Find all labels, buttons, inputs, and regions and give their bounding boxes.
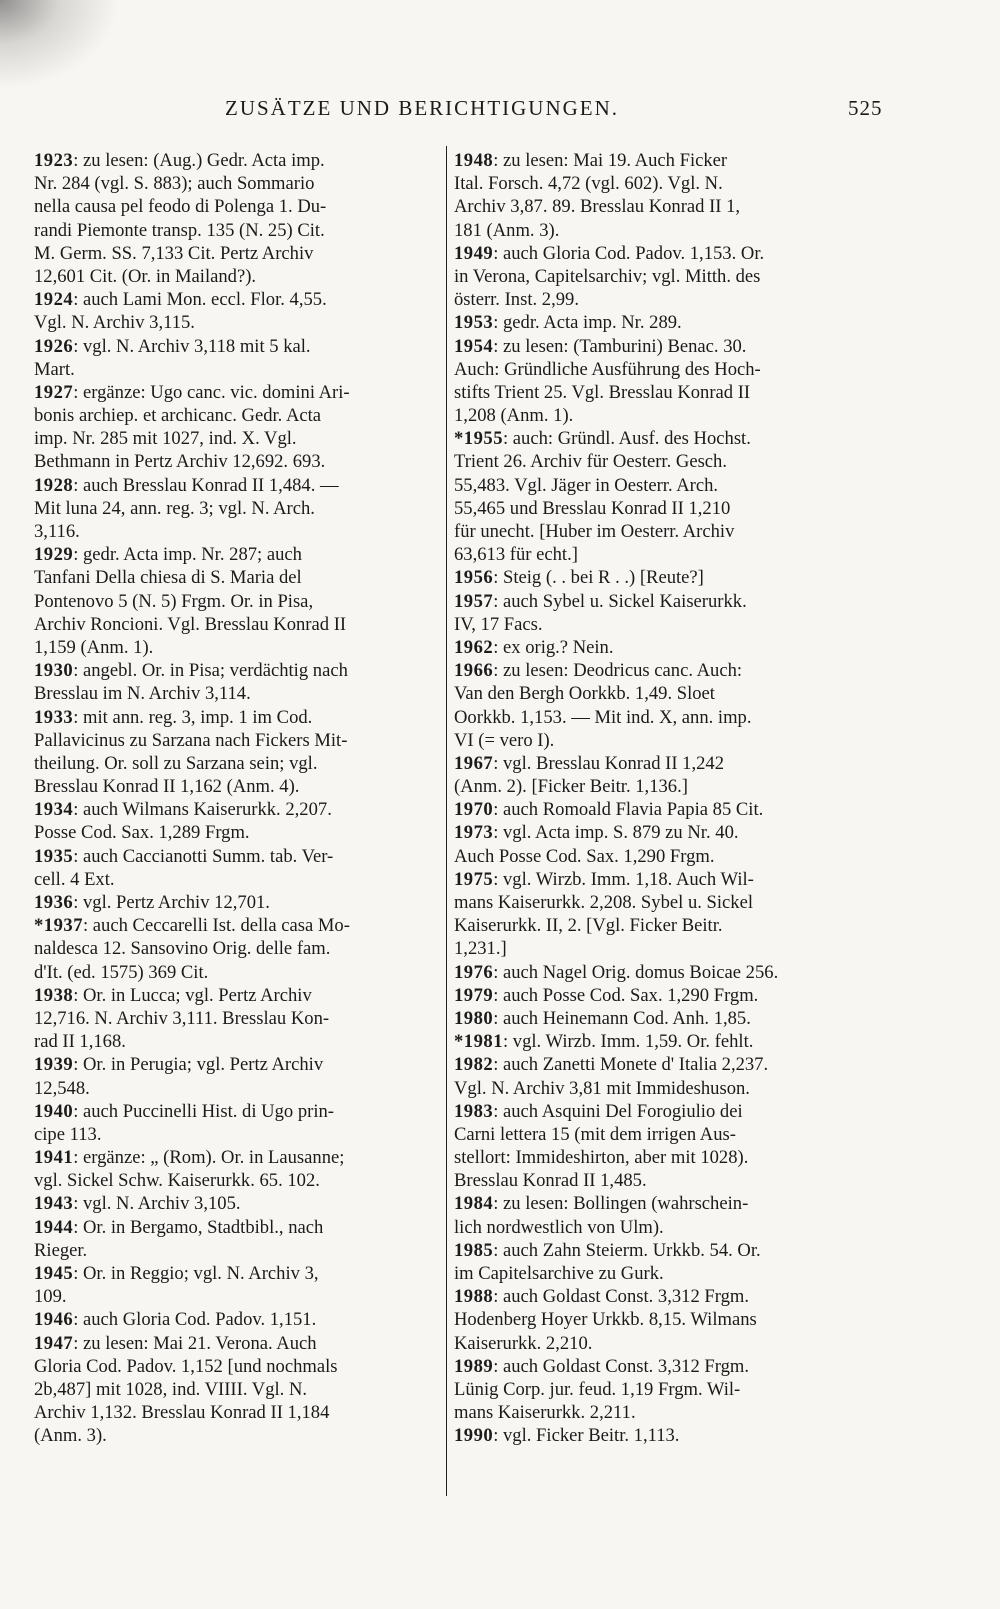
- text-line: Archiv 1,132. Bresslau Konrad II 1,184: [34, 1402, 330, 1424]
- entry-text: : zu lesen: Deodricus canc. Auch:: [493, 660, 743, 682]
- text-line: Posse Cod. Sax. 1,289 Frgm.: [34, 822, 250, 844]
- text-line: [34, 914, 444, 937]
- text-line: Nr. 284 (vgl. S. 883); auch Sommario: [34, 173, 315, 195]
- text-line: [454, 1239, 879, 1262]
- text-line: Mart.: [34, 358, 75, 380]
- text-line: theilung. Or. soll zu Sarzana sein; vgl.: [34, 752, 318, 774]
- entry-text: : ergänze: „ (Rom). Or. in Lausanne;: [73, 1147, 345, 1169]
- entry-number: 1953: [454, 312, 494, 334]
- page-number: 525: [848, 96, 883, 120]
- entry-number: 1939: [34, 1054, 74, 1076]
- entry-text: : Or. in Bergamo, Stadtbibl., nach: [73, 1216, 324, 1238]
- entry-text: : auch Romoald Flavia Papia 85 Cit.: [493, 799, 764, 821]
- text-line: lich nordwestlich von Ulm).: [454, 1216, 664, 1238]
- entry-text: : auch Zanetti Monete d' Italia 2,237.: [493, 1054, 769, 1076]
- text-line: Bresslau Konrad II 1,162 (Anm. 4).: [34, 776, 300, 798]
- text-line: [454, 311, 879, 334]
- text-line: Trient 26. Archiv für Oesterr. Gesch.: [454, 451, 728, 473]
- entry-number: 1938: [34, 984, 74, 1006]
- text-line: naldesca 12. Sansovino Orig. delle fam.: [34, 938, 331, 960]
- entry-number: 1973: [454, 822, 494, 844]
- text-line: 55,483. Vgl. Jäger in Oesterr. Arch.: [454, 474, 719, 496]
- entry-number: 1935: [34, 845, 74, 867]
- text-line: österr. Inst. 2,99.: [454, 289, 579, 311]
- entry-text: : vgl. N. Archiv 3,105.: [73, 1193, 241, 1215]
- entry-text: : auch Gloria Cod. Padov. 1,153. Or.: [493, 242, 765, 264]
- text-line: [34, 1053, 444, 1076]
- entry-text: : Or. in Perugia; vgl. Pertz Archiv: [73, 1054, 324, 1076]
- text-line: Hodenberg Hoyer Urkkb. 8,15. Wilmans: [454, 1309, 757, 1331]
- text-line: [454, 1355, 879, 1378]
- text-line: 3,116.: [34, 521, 80, 542]
- entry-number: 1933: [34, 706, 74, 728]
- text-line: 1,208 (Anm. 1).: [454, 405, 574, 427]
- text-line: VI (= vero I).: [454, 729, 555, 751]
- text-line: [34, 845, 444, 868]
- scan-corner-shadow: [0, 0, 120, 90]
- text-line: Vgl. N. Archiv 3,81 mit Immideshuson.: [454, 1077, 750, 1099]
- entry-text: : auch Puccinelli Hist. di Ugo prin-: [73, 1100, 334, 1122]
- entry-text: : auch Goldast Const. 3,312 Frgm.: [493, 1355, 750, 1377]
- text-line: [454, 149, 879, 172]
- text-line: 1,231.]: [454, 938, 507, 960]
- text-line: Auch: Gründliche Ausführung des Hoch-: [454, 358, 761, 380]
- text-line: stellort: Immideshirton, aber mit 1028).: [454, 1147, 749, 1169]
- text-line: Kaiserurkk. II, 2. [Vgl. Ficker Beitr.: [454, 915, 723, 937]
- running-head: ZUSÄTZE UND BERICHTIGUNGEN.: [225, 96, 620, 120]
- text-line: [34, 288, 444, 311]
- text-line: Oorkkb. 1,153. — Mit ind. X, ann. imp.: [454, 706, 752, 728]
- text-line: 55,465 und Bresslau Konrad II 1,210: [454, 497, 731, 519]
- text-line: [454, 1192, 879, 1215]
- right-column: [454, 149, 879, 1448]
- entry-text: : auch Goldast Const. 3,312 Frgm.: [493, 1286, 750, 1308]
- text-line: mans Kaiserurkk. 2,211.: [454, 1402, 636, 1424]
- text-line: Bethmann in Pertz Archiv 12,692. 693.: [34, 451, 326, 473]
- text-line: nella causa pel feodo di Polenga 1. Du-: [34, 196, 327, 218]
- entry-number: 1924: [34, 289, 74, 311]
- entry-text: : Steig (. . bei R . .) [Reute?]: [493, 567, 704, 589]
- text-line: [34, 1308, 444, 1331]
- text-line: Van den Bergh Oorkkb. 1,49. Sloet: [454, 683, 715, 705]
- text-line: Tanfani Della chiesa di S. Maria del: [34, 567, 302, 589]
- entry-text: : auch Ceccarelli Ist. della casa Mo-: [82, 915, 350, 937]
- text-line: im Capitelsarchive zu Gurk.: [454, 1263, 664, 1284]
- entry-text: : zu lesen: Mai 21. Verona. Auch: [73, 1332, 317, 1354]
- entry-number: *1955: [454, 428, 503, 450]
- text-line: [34, 1100, 444, 1123]
- entry-number: 1990: [454, 1425, 494, 1447]
- text-line: vgl. Sickel Schw. Kaiserurkk. 65. 102.: [34, 1170, 320, 1192]
- entry-number: 1936: [34, 892, 74, 913]
- text-line: 12,601 Cit. (Or. in Mailand?).: [34, 265, 257, 287]
- text-line: [454, 1285, 879, 1308]
- entry-number: 1945: [34, 1263, 74, 1284]
- text-line: 2b,487] mit 1028, ind. VIIII. Vgl. N.: [34, 1378, 308, 1400]
- entry-text: : vgl. Wirzb. Imm. 1,59. Or. fehlt.: [502, 1031, 754, 1053]
- text-line: 1,159 (Anm. 1).: [34, 636, 154, 658]
- text-line: Archiv Roncioni. Vgl. Bresslau Konrad II: [34, 613, 347, 635]
- text-line: Pallavicinus zu Sarzana nach Fickers Mit-: [34, 729, 348, 751]
- text-line: 12,548.: [34, 1077, 90, 1099]
- entry-text: : auch Asquini Del Forogiulio dei: [493, 1100, 743, 1122]
- text-line: [34, 1262, 444, 1285]
- text-line: [454, 335, 879, 358]
- text-line: für unecht. [Huber im Oesterr. Archiv: [454, 521, 735, 542]
- entry-number: 1976: [454, 961, 494, 983]
- entry-number: 1975: [454, 868, 494, 890]
- text-line: Kaiserurkk. 2,210.: [454, 1332, 593, 1354]
- entry-number: 1941: [34, 1147, 74, 1169]
- text-line: (Anm. 2). [Ficker Beitr. 1,136.]: [454, 776, 688, 798]
- entry-number: 1944: [34, 1216, 74, 1238]
- text-line: [454, 1424, 879, 1447]
- entry-text: : auch: Gründl. Ausf. des Hochst.: [502, 428, 751, 450]
- entry-text: : auch Posse Cod. Sax. 1,290 Frgm.: [493, 984, 759, 1006]
- entry-number: 1949: [454, 242, 494, 264]
- text-line: [34, 891, 444, 914]
- entry-number: 1946: [34, 1309, 74, 1331]
- entry-text: : vgl. Pertz Archiv 12,701.: [73, 892, 270, 913]
- text-line: [34, 1332, 444, 1355]
- entry-number: 1929: [34, 544, 74, 566]
- entry-number: 1957: [454, 590, 494, 612]
- text-line: [454, 636, 879, 659]
- entry-text: : ex orig.? Nein.: [493, 636, 614, 658]
- text-line: Carni lettera 15 (mit dem irrigen Aus-: [454, 1123, 736, 1145]
- text-line: [454, 821, 879, 844]
- entry-number: 1984: [454, 1193, 494, 1215]
- text-line: [34, 1216, 444, 1239]
- entry-text: : auch Nagel Orig. domus Boicae 256.: [493, 961, 779, 983]
- entry-text: : mit ann. reg. 3, imp. 1 im Cod.: [73, 706, 313, 728]
- entry-text: : auch Wilmans Kaiserurkk. 2,207.: [73, 799, 332, 821]
- entry-number: 1967: [454, 752, 494, 774]
- entry-number: 1956: [454, 567, 494, 589]
- text-line: (Anm. 3).: [34, 1425, 107, 1447]
- entry-text: : vgl. Bresslau Konrad II 1,242: [493, 752, 725, 774]
- entry-number: 1989: [454, 1355, 494, 1377]
- text-line: [454, 1030, 879, 1053]
- entry-number: 1970: [454, 799, 494, 821]
- entry-text: : Or. in Lucca; vgl. Pertz Archiv: [73, 984, 312, 1006]
- text-line: Pontenovo 5 (N. 5) Frgm. Or. in Pisa,: [34, 590, 314, 612]
- text-line: [34, 1146, 444, 1169]
- text-line: [34, 706, 444, 729]
- text-line: M. Germ. SS. 7,133 Cit. Pertz Archiv: [34, 242, 314, 264]
- text-line: imp. Nr. 285 mit 1027, ind. X. Vgl.: [34, 428, 297, 450]
- entry-text: : vgl. Wirzb. Imm. 1,18. Auch Wil-: [493, 868, 754, 890]
- text-line: Bresslau im N. Archiv 3,114.: [34, 683, 251, 705]
- column-divider: [446, 146, 447, 1496]
- text-line: in Verona, Capitelsarchiv; vgl. Mitth. des: [454, 265, 761, 287]
- text-line: Ital. Forsch. 4,72 (vgl. 602). Vgl. N.: [454, 173, 723, 195]
- entry-number: 1930: [34, 660, 74, 682]
- text-line: [34, 335, 444, 358]
- entry-number: *1981: [454, 1031, 503, 1053]
- entry-text: : auch Heinemann Cod. Anh. 1,85.: [493, 1007, 751, 1029]
- text-line: [34, 659, 444, 682]
- entry-number: 1947: [34, 1332, 74, 1354]
- entry-text: : auch Gloria Cod. Padov. 1,151.: [73, 1309, 317, 1331]
- text-line: [454, 427, 879, 450]
- text-line: [454, 752, 879, 775]
- text-line: [454, 868, 879, 891]
- text-line: [454, 659, 879, 682]
- entry-number: 1943: [34, 1193, 74, 1215]
- entry-number: *1937: [34, 915, 83, 937]
- text-line: [454, 1053, 879, 1076]
- text-line: d'It. (ed. 1575) 369 Cit.: [34, 961, 209, 983]
- entry-number: 1954: [454, 335, 494, 357]
- text-line: Lünig Corp. jur. feud. 1,19 Frgm. Wil-: [454, 1378, 741, 1400]
- text-line: [454, 1007, 879, 1030]
- text-line: IV, 17 Facs.: [454, 613, 543, 635]
- text-line: Archiv 3,87. 89. Bresslau Konrad II 1,: [454, 196, 741, 218]
- entry-text: : vgl. Ficker Beitr. 1,113.: [493, 1425, 680, 1447]
- entry-number: 1940: [34, 1100, 74, 1122]
- text-line: stifts Trient 25. Vgl. Bresslau Konrad II: [454, 381, 751, 403]
- entry-number: 1948: [454, 150, 494, 171]
- entry-text: : auch Zahn Steierm. Urkkb. 54. Or.: [493, 1239, 761, 1261]
- text-line: [454, 961, 879, 984]
- entry-number: 1928: [34, 474, 74, 496]
- entry-number: 1927: [34, 381, 74, 403]
- entry-number: 1966: [454, 660, 494, 682]
- entry-number: 1988: [454, 1286, 494, 1308]
- text-line: bonis archiep. et archicanc. Gedr. Acta: [34, 405, 322, 427]
- text-line: rad II 1,168.: [34, 1031, 126, 1053]
- entry-number: 1934: [34, 799, 74, 821]
- entry-text: : gedr. Acta imp. Nr. 287; auch: [73, 544, 302, 566]
- entry-number: 1985: [454, 1239, 494, 1261]
- text-line: [454, 984, 879, 1007]
- text-line: 109.: [34, 1286, 67, 1308]
- entry-number: 1926: [34, 335, 74, 357]
- text-line: Rieger.: [34, 1239, 88, 1261]
- text-line: randi Piemonte transp. 135 (N. 25) Cit.: [34, 219, 325, 241]
- entry-number: 1983: [454, 1100, 494, 1122]
- entry-number: 1962: [454, 636, 494, 658]
- text-line: Mit luna 24, ann. reg. 3; vgl. N. Arch.: [34, 497, 315, 519]
- entry-text: : auch Sybel u. Sickel Kaiserurkk.: [493, 590, 747, 612]
- text-line: Bresslau Konrad II 1,485.: [454, 1170, 647, 1192]
- text-line: 63,613 für echt.]: [454, 544, 578, 566]
- entry-text: : vgl. N. Archiv 3,118 mit 5 kal.: [73, 335, 311, 357]
- text-line: Gloria Cod. Padov. 1,152 [und nochmals: [34, 1355, 338, 1377]
- entry-text: : zu lesen: (Tamburini) Benac. 30.: [493, 335, 747, 357]
- entry-number: 1923: [34, 150, 74, 171]
- entry-text: : zu lesen: (Aug.) Gedr. Acta imp.: [73, 150, 325, 171]
- text-line: Vgl. N. Archiv 3,115.: [34, 312, 195, 334]
- text-line: [454, 566, 879, 589]
- text-line: [34, 149, 444, 172]
- text-line: Auch Posse Cod. Sax. 1,290 Frgm.: [454, 845, 715, 867]
- entry-text: : zu lesen: Mai 19. Auch Ficker: [493, 150, 728, 171]
- entry-text: : ergänze: Ugo canc. vic. domini Ari-: [73, 381, 350, 403]
- text-line: [454, 1100, 879, 1123]
- text-line: mans Kaiserurkk. 2,208. Sybel u. Sickel: [454, 892, 754, 913]
- text-line: [34, 984, 444, 1007]
- text-line: [34, 543, 444, 566]
- text-line: 12,716. N. Archiv 3,111. Bresslau Kon-: [34, 1007, 330, 1029]
- left-column: [34, 149, 444, 1448]
- entry-number: 1982: [454, 1054, 494, 1076]
- entry-text: : auch Lami Mon. eccl. Flor. 4,55.: [73, 289, 327, 311]
- entry-text: : Or. in Reggio; vgl. N. Archiv 3,: [73, 1263, 319, 1284]
- text-line: [454, 242, 879, 265]
- text-line: cell. 4 Ext.: [34, 868, 115, 890]
- entry-text: : auch Caccianotti Summ. tab. Ver-: [73, 845, 334, 867]
- entry-text: : zu lesen: Bollingen (wahrschein-: [493, 1193, 749, 1215]
- text-line: 181 (Anm. 3).: [454, 219, 560, 241]
- text-line: [34, 381, 444, 404]
- text-line: cipe 113.: [34, 1123, 102, 1145]
- text-line: [34, 798, 444, 821]
- entry-text: : gedr. Acta imp. Nr. 289.: [493, 312, 682, 334]
- entry-number: 1979: [454, 984, 494, 1006]
- text-line: [454, 798, 879, 821]
- text-line: [34, 1192, 444, 1215]
- text-line: [34, 474, 444, 497]
- entry-text: : auch Bresslau Konrad II 1,484. —: [73, 474, 339, 496]
- text-line: [454, 590, 879, 613]
- entry-number: 1980: [454, 1007, 494, 1029]
- entry-text: : vgl. Acta imp. S. 879 zu Nr. 40.: [493, 822, 739, 844]
- entry-text: : angebl. Or. in Pisa; verdächtig nach: [73, 660, 348, 682]
